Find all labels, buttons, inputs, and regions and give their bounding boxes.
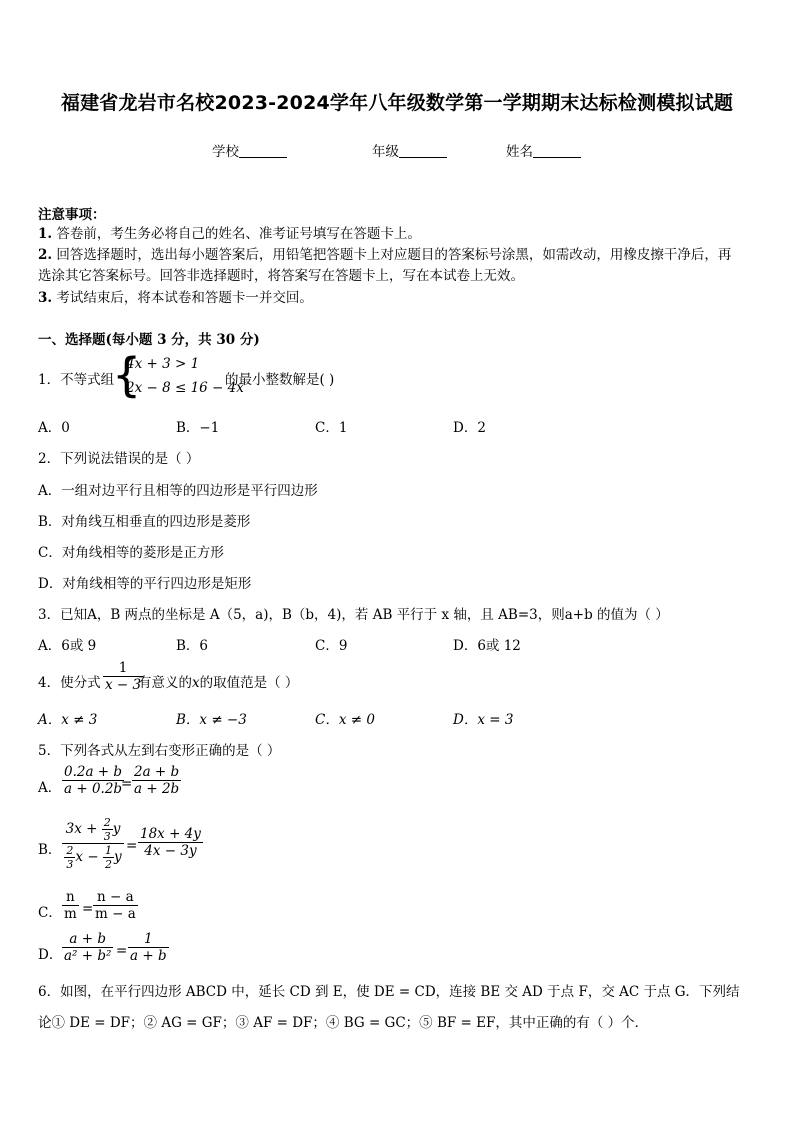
q1-ineq-2: 2x − 8 ≤ 16 − 4x — [126, 380, 244, 396]
q4-option-c: C．x ≠ 0 — [315, 712, 375, 728]
note-1-text: 答卷前，考生务必将自己的姓名、准考证号填写在答题卡上。 — [56, 226, 421, 242]
q5-a-right-fraction — [132, 764, 181, 797]
q3-stem: 3．已知A，B 两点的坐标是 A（5，a)，B（b，4)，若 AB 平行于 x 轴，且 AB=3，则a+b 的值为（ ） — [38, 607, 669, 623]
q4-numerator: 1 — [118, 660, 128, 676]
q5-b-den-subfrac-2-d: 2 — [104, 858, 112, 871]
q4-prefix: 4．使分式 — [38, 675, 101, 691]
q2-stem: 2．下列说法错误的是（ ） — [38, 451, 200, 467]
q5-a-right-den: a + 2b — [134, 781, 180, 797]
q5-a-left-den: a + 0.2b — [64, 781, 123, 797]
q1-ineq-1: 4x + 3 > 1 — [126, 356, 200, 372]
q5-d-left-num: a + b — [69, 931, 106, 947]
notes-heading: 注意事项： — [38, 207, 106, 223]
q5-d-right-num: 1 — [144, 931, 153, 947]
q5-d-right-den: a + b — [130, 948, 167, 964]
note-1-number: 1. — [38, 226, 53, 242]
q2-option-a: A．一组对边平行且相等的四边形是平行四边形 — [38, 483, 318, 499]
note-3-number: 3. — [38, 290, 53, 306]
name-blank[interactable] — [533, 145, 581, 158]
school-field — [212, 140, 287, 160]
q5-option-a-label: A． — [38, 780, 62, 796]
q5-b-num-subfrac-n: 2 — [103, 816, 111, 829]
q5-option-d-label: D． — [38, 947, 63, 963]
q3-option-c: C．9 — [315, 638, 348, 654]
q5-a-equals: = — [121, 776, 133, 792]
school-blank[interactable] — [239, 145, 287, 158]
section-heading: 一、选择题(每小题 3 分，共 30 分) — [38, 332, 260, 348]
q2-option-c: C．对角线相等的菱形是正方形 — [38, 545, 224, 561]
q5-d-right-fraction — [128, 931, 169, 964]
q5-a-left-fraction — [62, 764, 124, 797]
note-2 — [38, 243, 731, 263]
q5-a-left-num: 0.2a + b — [64, 764, 123, 780]
q5-stem: 5．下列各式从左到右变形正确的是（ ） — [38, 743, 281, 759]
q5-c-right-num: n − a — [97, 889, 134, 905]
q4-middle — [138, 671, 298, 691]
q5-b-left-fraction — [62, 816, 124, 871]
q1-suffix: 的最小整数解是( ) — [225, 372, 335, 388]
q5-b-right-num: 18x + 4y — [140, 826, 201, 842]
q6-stem-line-1: 6．如图，在平行四边形 ABCD 中，延长 CD 到 E，使 DE = CD，连接 BE 交 AD 于点 F，交 AC 于点 G．下列结 — [38, 984, 740, 1000]
q3-option-d: D．6或 12 — [453, 638, 521, 654]
q5-b-den-subfrac-2-n: 1 — [104, 844, 112, 857]
q5-b-num-a: 3x + — [65, 821, 98, 837]
q4-option-b: B．x ≠ −3 — [176, 712, 247, 728]
grade-blank[interactable] — [399, 145, 447, 158]
q5-b-den-subfrac-1-d: 3 — [66, 858, 74, 871]
q4-middle-text: 有意义的 — [138, 675, 192, 691]
q5-b-num-b: y — [112, 821, 121, 837]
q5-b-left-numerator — [62, 816, 124, 843]
q5-option-b-label: B． — [38, 842, 62, 858]
q5-d-left-fraction — [62, 931, 113, 964]
q5-d-left-den: a² + b² — [64, 948, 112, 964]
q1-prefix: 1．不等式组 — [38, 372, 115, 388]
grade-field — [372, 140, 447, 160]
q5-c-left-fraction — [62, 889, 79, 922]
q5-b-num-subfrac — [102, 816, 113, 843]
q5-d-equals: = — [116, 943, 128, 959]
q5-b-left-denominator — [62, 843, 124, 871]
q5-b-num-subfrac-d: 3 — [103, 830, 111, 843]
q1-brace: { — [112, 348, 142, 402]
q5-c-right-den: m − a — [95, 906, 136, 922]
note-1 — [38, 222, 421, 242]
q4-option-d: D．x = 3 — [453, 712, 514, 728]
note-3-text: 考试结束后，将本试卷和答题卡一并交回。 — [56, 290, 313, 306]
q3-option-a: A．6或 9 — [38, 638, 97, 654]
q1-option-c: C．1 — [315, 420, 348, 436]
school-label: 学校 — [212, 144, 239, 160]
q4-denominator: x − 3 — [105, 677, 142, 693]
note-3 — [38, 286, 313, 306]
q5-b-den-subfrac-1 — [64, 844, 75, 871]
q2-option-d: D．对角线相等的平行四边形是矩形 — [38, 576, 252, 592]
q5-b-den-b: y — [113, 849, 122, 865]
note-2-continued: 选涂其它答案标号。回答非选择题时，将答案写在答题卡上，写在本试卷上无效。 — [38, 268, 524, 284]
q4-option-a: A．x ≠ 3 — [38, 712, 98, 728]
q5-option-c-label: C． — [38, 905, 62, 921]
q4-variable: x — [192, 675, 200, 691]
q6-stem-line-2: 论① DE = DF；② AG = GF；③ AF = DF；④ BG = GC；⑤ BF = EF，其中正确的有（ ）个． — [38, 1015, 649, 1031]
q1-option-a: A．0 — [38, 420, 70, 436]
q5-b-den-subfrac-2 — [103, 844, 114, 871]
q5-a-right-num: 2a + b — [134, 764, 180, 780]
note-2-number: 2. — [38, 247, 53, 263]
q2-option-b: B．对角线互相垂直的四边形是菱形 — [38, 514, 251, 530]
q3-option-b: B．6 — [176, 638, 209, 654]
q5-b-equals: = — [126, 838, 138, 854]
name-field — [506, 140, 581, 160]
grade-label: 年级 — [372, 144, 399, 160]
q4-suffix: 的取值范是（ ） — [199, 675, 299, 691]
q5-b-den-mid: x − — [75, 849, 99, 865]
q5-c-equals: = — [82, 901, 94, 917]
name-label: 姓名 — [506, 144, 533, 160]
page-title: 福建省龙岩市名校2023-2024学年八年级数学第一学期期末达标检测模拟试题 — [60, 92, 734, 114]
q1-option-d: D．2 — [453, 420, 486, 436]
q5-c-left-den: m — [64, 906, 77, 922]
q1-option-b: B．−1 — [176, 420, 220, 436]
q5-b-right-den: 4x − 3y — [138, 842, 203, 859]
note-2-text: 回答选择题时，选出每小题答案后，用铅笔把答题卡上对应题目的答案标号涂黑，如需改动，用橡皮擦干净后，再 — [56, 247, 732, 263]
q5-c-right-fraction — [93, 889, 138, 922]
q5-b-right-fraction — [138, 826, 203, 859]
q5-c-left-num: n — [66, 889, 75, 905]
q5-b-den-subfrac-1-n: 2 — [66, 844, 74, 857]
